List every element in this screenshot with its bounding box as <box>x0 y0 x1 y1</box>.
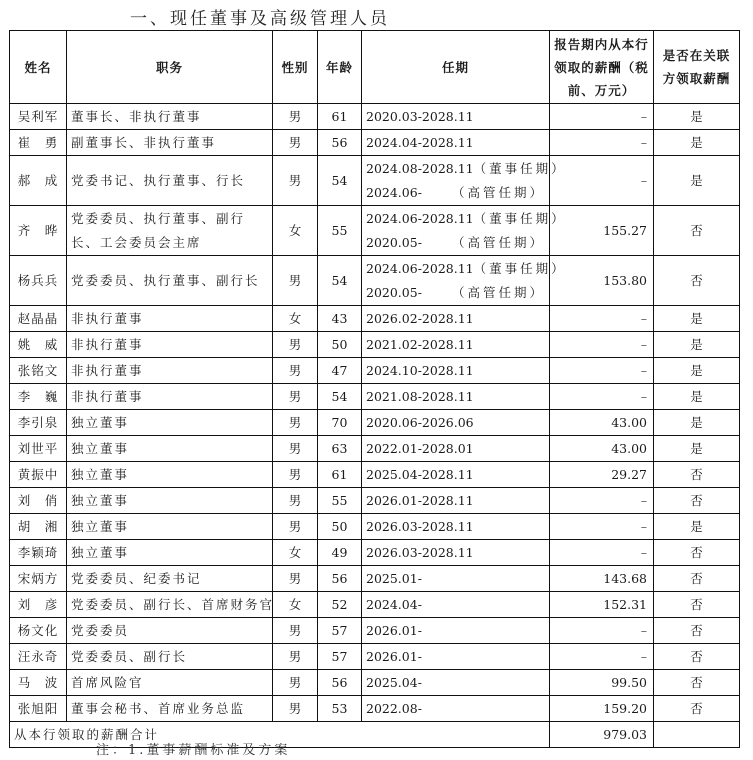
cell-term <box>362 644 550 670</box>
cell-gender: 男 <box>273 462 318 488</box>
term-line <box>366 207 567 231</box>
cell-related: 是 <box>654 384 740 410</box>
cell-position <box>67 514 273 540</box>
cell-name: 张铭文 <box>10 358 67 384</box>
cell-salary: – <box>550 130 654 156</box>
cell-salary: 29.27 <box>550 462 654 488</box>
cell-age: 57 <box>318 618 362 644</box>
cell-position <box>67 384 273 410</box>
cell-position <box>67 156 273 206</box>
position-text: 党委委员 <box>71 623 130 638</box>
cell-related: 否 <box>654 206 740 256</box>
cell-salary: 155.27 <box>550 206 654 256</box>
cell-term <box>362 206 567 256</box>
term-line <box>366 437 545 461</box>
term-line <box>366 645 545 669</box>
cell-name: 吴利军 <box>10 104 67 130</box>
term-dates: 2026.01-2028.11 <box>366 492 474 508</box>
table-row <box>10 156 740 206</box>
header-salary: 报告期内从本行领取的薪酬（税前、万元） <box>550 31 654 104</box>
cell-name: 刘 彦 <box>10 592 67 618</box>
term-note: （高管任期） <box>451 284 545 300</box>
term-dates: 2024.06- <box>366 184 422 200</box>
cell-name: 李引泉 <box>10 410 67 436</box>
cell-related: 是 <box>654 130 740 156</box>
term-line <box>366 619 545 643</box>
cell-age: 56 <box>318 670 362 696</box>
cell-position <box>67 696 273 722</box>
cell-position <box>67 436 273 462</box>
cell-name: 张旭阳 <box>10 696 67 722</box>
position-text: 独立董事 <box>71 467 130 482</box>
cell-related: 是 <box>654 358 740 384</box>
cell-term <box>362 540 550 566</box>
cell-name: 杨兵兵 <box>10 256 67 306</box>
cell-related: 是 <box>654 156 740 206</box>
position-text: 首席风险官 <box>71 675 144 690</box>
table-row <box>10 696 740 722</box>
term-note: （董事任期） <box>473 210 567 226</box>
term-line <box>366 281 545 305</box>
table-header-row <box>10 31 740 104</box>
position-text: 非执行董事 <box>71 389 144 404</box>
cell-age: 49 <box>318 540 362 566</box>
position-text: 独立董事 <box>71 415 130 430</box>
cell-term <box>362 592 550 618</box>
cell-name: 马 波 <box>10 670 67 696</box>
cell-age: 56 <box>318 566 362 592</box>
position-text: 非执行董事 <box>71 337 144 352</box>
position-text: 董事长、非执行董事 <box>71 109 202 124</box>
cell-age: 70 <box>318 410 362 436</box>
table-row <box>10 592 740 618</box>
cell-position <box>67 306 273 332</box>
term-dates: 2025.04-2028.11 <box>366 466 474 482</box>
cell-age: 52 <box>318 592 362 618</box>
table-row <box>10 306 740 332</box>
cell-age: 54 <box>318 256 362 306</box>
cell-gender: 女 <box>273 306 318 332</box>
cell-name: 李 巍 <box>10 384 67 410</box>
cell-name: 杨文化 <box>10 618 67 644</box>
term-line <box>366 333 545 357</box>
cell-term <box>362 696 550 722</box>
cell-position <box>67 592 273 618</box>
cell-position <box>67 566 273 592</box>
cell-term <box>362 104 550 130</box>
cell-salary: – <box>550 514 654 540</box>
cell-related: 是 <box>654 306 740 332</box>
term-dates: 2024.06-2028.11 <box>366 210 474 226</box>
total-label: 从本行领取的薪酬合计 <box>10 722 550 748</box>
cell-name: 姚 威 <box>10 332 67 358</box>
cell-salary: 43.00 <box>550 436 654 462</box>
cell-related: 否 <box>654 256 740 306</box>
cell-salary: 152.31 <box>550 592 654 618</box>
table-row <box>10 540 740 566</box>
term-note: （高管任期） <box>451 184 545 200</box>
cell-position <box>67 618 273 644</box>
cell-related: 是 <box>654 514 740 540</box>
term-line <box>366 593 545 617</box>
table-row <box>10 104 740 130</box>
cell-term <box>362 130 550 156</box>
cell-related: 否 <box>654 488 740 514</box>
cell-term <box>362 514 550 540</box>
cell-salary: – <box>550 306 654 332</box>
cell-gender: 男 <box>273 488 318 514</box>
cell-name: 李颖琦 <box>10 540 67 566</box>
cell-gender: 男 <box>273 130 318 156</box>
cell-position <box>67 488 273 514</box>
cell-name: 宋炳方 <box>10 566 67 592</box>
footnote: 注：1.董事薪酬标准及方案 <box>96 743 291 758</box>
cell-name: 齐 晔 <box>10 206 67 256</box>
cell-position <box>67 540 273 566</box>
cell-gender: 男 <box>273 670 318 696</box>
table-row <box>10 206 740 256</box>
cell-age: 54 <box>318 384 362 410</box>
term-line <box>366 105 545 129</box>
cell-term <box>362 488 550 514</box>
header-age: 年龄 <box>318 31 362 104</box>
term-line <box>366 385 545 409</box>
cell-term <box>362 410 550 436</box>
term-line <box>366 307 545 331</box>
cell-related: 否 <box>654 670 740 696</box>
term-line <box>366 541 545 565</box>
table-row <box>10 488 740 514</box>
section-title: 一、现任董事及高级管理人员 <box>130 9 390 29</box>
table-row <box>10 130 740 156</box>
term-line <box>366 697 545 721</box>
cell-salary: – <box>550 156 654 206</box>
cell-salary: – <box>550 644 654 670</box>
table-row <box>10 566 740 592</box>
position-text: 独立董事 <box>71 441 130 456</box>
cell-term <box>362 462 550 488</box>
cell-age: 56 <box>318 130 362 156</box>
cell-salary: 153.80 <box>550 256 654 306</box>
cell-gender: 女 <box>273 540 318 566</box>
cell-age: 63 <box>318 436 362 462</box>
cell-salary: – <box>550 384 654 410</box>
term-line <box>366 157 567 181</box>
cell-age: 43 <box>318 306 362 332</box>
position-text: 非执行董事 <box>71 363 144 378</box>
term-dates: 2020.03-2028.11 <box>366 108 474 124</box>
table-row <box>10 514 740 540</box>
cell-term <box>362 670 550 696</box>
term-note: （董事任期） <box>473 260 567 276</box>
term-dates: 2024.04- <box>366 596 422 612</box>
cell-term <box>362 156 567 206</box>
cell-gender: 男 <box>273 410 318 436</box>
table-row <box>10 670 740 696</box>
position-text: 党委委员、执行董事、副行长、工会委员会主席 <box>71 210 246 250</box>
term-note: （董事任期） <box>473 160 567 176</box>
term-dates: 2026.01- <box>366 622 422 638</box>
cell-name: 郝 成 <box>10 156 67 206</box>
position-text: 独立董事 <box>71 493 130 508</box>
header-gender: 性别 <box>273 31 318 104</box>
cell-salary: 99.50 <box>550 670 654 696</box>
cell-salary: 43.00 <box>550 410 654 436</box>
table-row <box>10 358 740 384</box>
cell-term <box>362 566 550 592</box>
cell-position <box>67 332 273 358</box>
header-name: 姓名 <box>10 31 67 104</box>
cell-age: 55 <box>318 488 362 514</box>
cell-salary: – <box>550 488 654 514</box>
cell-name: 崔 勇 <box>10 130 67 156</box>
cell-name: 汪永奇 <box>10 644 67 670</box>
cell-related: 是 <box>654 410 740 436</box>
position-text: 党委委员、纪委书记 <box>71 571 202 586</box>
cell-term <box>362 618 550 644</box>
cell-salary: – <box>550 618 654 644</box>
cell-term <box>362 436 550 462</box>
term-dates: 2020.05- <box>366 234 422 250</box>
cell-gender: 女 <box>273 206 318 256</box>
cell-position <box>67 670 273 696</box>
cell-term <box>362 358 550 384</box>
term-dates: 2021.08-2028.11 <box>366 388 474 404</box>
term-line <box>366 359 545 383</box>
cell-position <box>67 256 273 306</box>
cell-gender: 男 <box>273 256 318 306</box>
cell-related: 是 <box>654 436 740 462</box>
cell-position <box>67 644 273 670</box>
cell-name: 胡 湘 <box>10 514 67 540</box>
position-text: 非执行董事 <box>71 311 144 326</box>
position-text: 独立董事 <box>71 519 130 534</box>
cell-salary: – <box>550 358 654 384</box>
term-dates: 2025.01- <box>366 570 422 586</box>
cell-related: 否 <box>654 462 740 488</box>
cell-related: 否 <box>654 618 740 644</box>
term-line <box>366 411 545 435</box>
term-dates: 2024.10-2028.11 <box>366 362 474 378</box>
term-dates: 2026.03-2028.11 <box>366 518 474 534</box>
cell-position <box>67 358 273 384</box>
term-dates: 2026.02-2028.11 <box>366 310 474 326</box>
cell-age: 57 <box>318 644 362 670</box>
cell-name: 黄振中 <box>10 462 67 488</box>
table-row <box>10 462 740 488</box>
position-text: 党委委员、副行长、首席财务官 <box>71 597 275 612</box>
cell-age: 55 <box>318 206 362 256</box>
position-text: 副董事长、非执行董事 <box>71 135 217 150</box>
cell-related: 否 <box>654 644 740 670</box>
cell-gender: 女 <box>273 592 318 618</box>
cell-related: 是 <box>654 104 740 130</box>
cell-related: 否 <box>654 566 740 592</box>
position-text: 党委书记、执行董事、行长 <box>71 173 246 188</box>
term-line <box>366 515 545 539</box>
term-line <box>366 131 545 155</box>
cell-age: 54 <box>318 156 362 206</box>
cell-related: 否 <box>654 696 740 722</box>
cell-age: 50 <box>318 332 362 358</box>
cell-gender: 男 <box>273 332 318 358</box>
term-note: （高管任期） <box>451 234 545 250</box>
cell-term <box>362 256 567 306</box>
term-line <box>366 257 567 281</box>
table-row <box>10 256 740 306</box>
cell-gender: 男 <box>273 358 318 384</box>
term-line <box>366 489 545 513</box>
cell-gender: 男 <box>273 696 318 722</box>
cell-age: 61 <box>318 104 362 130</box>
cell-related: 否 <box>654 540 740 566</box>
cell-gender: 男 <box>273 384 318 410</box>
term-dates: 2024.04-2028.11 <box>366 134 474 150</box>
term-dates: 2022.08- <box>366 700 422 716</box>
cell-name: 刘世平 <box>10 436 67 462</box>
cell-salary: – <box>550 104 654 130</box>
term-line <box>366 231 545 255</box>
cell-name: 刘 俏 <box>10 488 67 514</box>
term-line <box>366 181 545 205</box>
term-dates: 2026.03-2028.11 <box>366 544 474 560</box>
header-position: 职务 <box>67 31 273 104</box>
cell-age: 53 <box>318 696 362 722</box>
term-dates: 2022.01-2028.01 <box>366 440 474 456</box>
term-dates: 2020.05- <box>366 284 422 300</box>
cell-position <box>67 462 273 488</box>
total-related <box>654 722 740 748</box>
term-line <box>366 463 545 487</box>
cell-position <box>67 130 273 156</box>
cell-term <box>362 306 550 332</box>
position-text: 党委委员、执行董事、副行长 <box>71 273 260 288</box>
position-text: 董事会秘书、首席业务总监 <box>71 701 246 716</box>
cell-age: 50 <box>318 514 362 540</box>
term-line <box>366 671 545 695</box>
term-dates: 2026.01- <box>366 648 422 664</box>
cell-gender: 男 <box>273 436 318 462</box>
cell-gender: 男 <box>273 618 318 644</box>
table-row <box>10 384 740 410</box>
term-dates: 2021.02-2028.11 <box>366 336 474 352</box>
cell-salary: – <box>550 540 654 566</box>
table-row <box>10 618 740 644</box>
table-row <box>10 436 740 462</box>
cell-position <box>67 410 273 436</box>
cell-position <box>67 104 273 130</box>
term-dates: 2024.06-2028.11 <box>366 260 474 276</box>
cell-gender: 男 <box>273 104 318 130</box>
cell-gender: 男 <box>273 156 318 206</box>
cell-gender: 男 <box>273 644 318 670</box>
cell-age: 61 <box>318 462 362 488</box>
cell-term <box>362 384 550 410</box>
position-text: 党委委员、副行长 <box>71 649 188 664</box>
cell-term <box>362 332 550 358</box>
cell-related: 否 <box>654 592 740 618</box>
cell-salary: 143.68 <box>550 566 654 592</box>
total-salary: 979.03 <box>550 722 654 748</box>
term-line <box>366 567 545 591</box>
cell-gender: 男 <box>273 566 318 592</box>
cell-gender: 男 <box>273 514 318 540</box>
term-dates: 2025.04- <box>366 674 422 690</box>
header-term: 任期 <box>362 31 550 104</box>
cell-name: 赵晶晶 <box>10 306 67 332</box>
cell-salary: – <box>550 332 654 358</box>
table-row <box>10 332 740 358</box>
term-dates: 2020.06-2026.06 <box>366 414 474 430</box>
position-text: 独立董事 <box>71 545 130 560</box>
cell-position <box>67 206 273 256</box>
cell-salary: 159.20 <box>550 696 654 722</box>
table-row <box>10 644 740 670</box>
term-dates: 2024.08-2028.11 <box>366 160 474 176</box>
cell-age: 47 <box>318 358 362 384</box>
table-row <box>10 410 740 436</box>
header-related: 是否在关联方领取薪酬 <box>654 31 740 104</box>
cell-related: 是 <box>654 332 740 358</box>
